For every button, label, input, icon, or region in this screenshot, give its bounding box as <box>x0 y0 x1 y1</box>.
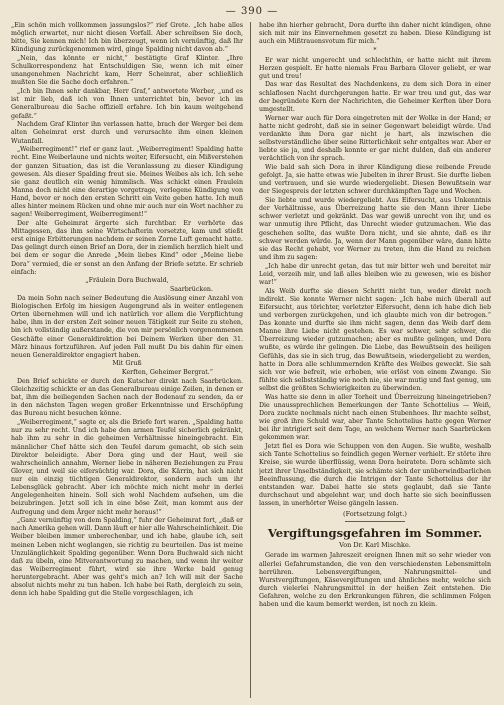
article-title: Vergiftungsgefahren im Sommer. <box>267 526 483 541</box>
paragraph: Das war das Resultat des Nachdenkens, zu dem sich Dora in einer schlaflosen Nacht durchgerungen hatte. Er war treu und gut, das war der begründete Kern der Nachrichten, die Geheimer Kerften über Dora umgestellt. <box>259 81 491 113</box>
article-byline: Von Dr. Karl Mischke. <box>339 541 411 550</box>
letter-salutation: „Fräulein Dora Buchwald, <box>85 277 169 285</box>
letter-signature: Kerften, Geheimer Bergrat.“ <box>121 369 213 377</box>
paragraph: Nachdem Graf Klinter ihn verlassen hatte, brach der Werger bei dem alten Geheimrat erst durch und verursachte ihm einen kleinen Wutanfall. <box>11 121 243 145</box>
letter-body: Da mein Sohn nach seiner Bedeutung die Auslösung einer Anzahl von Biologischen Erfolg im hiesigen Augengrund als in weiter entlegenen Orten übernehmen will und ich natürlich vor allem die Verpflichtung habe, ihm in der ersten Zeit seiner neuen Tätigkeit zur Seite zu stehen, bin ich vollständig außerstande, die von mir persönlich vorgenommenen Geschäfte einer Generaldirektion bei Deinem Werken über den 31. März hinaus fortzuführen. Auf jeden Fall mußt Du bis dahin für einen neuen Generaldirektor engagiert haben. <box>11 294 243 359</box>
paragraph: „Ich bin Ihnen sehr dankbar, Herr Graf,“ antwortete Werber, „und es ist mir lieb, daß ich von Ihnen unterrichtet bin, bevor ich im Generalbureau die Sache offiziell erfahre. Ich bin kaum weitgehend gefaßt.“ <box>11 88 243 120</box>
paragraph: „Ganz vernünftig von dem Spalding,“ fuhr der Geheimrat fort, „daß er nach Amerika gehen will. Dann läuft er hier alle Wahrscheinlichkeit. Die Weiber bleiben immer unberechenbar, und ich habe, glaube ich, seit meinen Leben nicht weglangen, sie richtig zu beurteilen. Das ist meine Unzulänglichkeit Spalding gegenüber. Wenn Dora Buchwald sich nicht daß zu übeln, eine Mitverantwortung zu machen, und wenn ihr weiter das Weiberregiment führt, wird sie ihre Werke bald genug heruntergebracht. Aber was geht's mich an? Ich will mit der Sache absolut nichts mehr zu tun haben. Ich habe bei Rath, dergleich zu sein, denn ich habe Spalding gut die Stelle vorgeschlagen, ich <box>11 517 243 598</box>
continued-note: (Fortsetzung folgt.) <box>343 510 407 519</box>
paragraph: „Weiberregiment,“ sagte er, als die Briefe fort waren. „Spalding hatte nur zu sehr recht. Und ich habe den armen Teufel sicherlich gekränkt, hab ihm zu sehr in die geheimen Verhältnisse hineingebracht. Ein männlicher Chef hätte sich den Teufel darum gemacht, ob sich sein Direktor beleidigte. Aber Dora ging und der Haut, weil sie wahrscheinlich annahm, Werner liebe in näheren Beziehungen zu Frau Glover, und weil sie eifersüchtig war. Dora, die Kärrin, hat sich nicht nur ein einzig tüchtigen Generaldirektor, sondern auch um ihr Lebensglück gebracht. Aber ich möchte mich nicht mehr in derlei Angelegenheiten hinein. Soll sich wohl Nachdem aufsehen, um die beizubringen. Jetzt soll ich in eine böse Zeit, man kommt aus der Aufregung und dem Ärger nicht mehr heraus!“ <box>11 419 243 516</box>
paragraph: „Weiberregiment!“ rief er ganz laut. „Weiberregiment! Spalding hatte recht. Eine Weiberlaune und nichts weiter, Eifersucht, ein Mißverstehen der ganzen Situation, das ist die Veranlassung zu dieser Kündigung gewesen. Als dieser Spalding freut sie. Meines Weibes als ich. Ich sehe sie ganz deutlich ein wenig himmlisch. Was schickt einen Fraulein Manna doch nicht eine derartige vorgetrage, verlegene Kündigung von Hand, bevor er noch den ersten Schritt ein Veite geben hatte. Ich muß alles hinter meinem Rücken und ohne mir auch nur ein Wort nachher zu sagen! Weiberregiment, Weiberregiment!“ <box>11 146 243 219</box>
page-number: — 390 — <box>225 6 279 17</box>
paragraph: habe ihn hierher gebracht, Dora durfte ihn daher nicht kündigen, ohne sich mit mir ins Einvernehmen gesetzt zu haben. Diese Kündigung ist auch ein Mißtrauensvotum für mich.“ <box>259 22 491 46</box>
column-divider <box>250 22 251 698</box>
paragraph: Sie liebte und wurde wiedergeliebt. Aus Eifersucht, aus Unkenntnis der Verhältnisse, aus Überreizung hatte sie den Mann ihrer Liebe schwer verletzt und gekränkt. Das war gewiß unrecht von ihr, und es war unmutig ihre Pflicht, das Unrecht wieder gutzumachen. Wie das geschehen sollte, das wußte Dora nicht, und sie ahnte, daß es ihr schwer werden würde. Ja, wenn der Mann gegenüber wäre, dann hätte sie das Recht gehabt, vor Werner zu treten, ihm die Hand zu reichen und ihm zu sagen: <box>259 197 491 261</box>
paragraph: Werner war auch für Dora eingetreten mit der Wolke in der Hand; er hatte nicht gedroht, daß sie in seiner Gegenwart beleidigt würde. Und verdankte ihm Dora gar nicht je hart, als inzwischen die selbstverständliche über seine Ritterlichkeit sehr entgaltes war. Aber er liebte sie ja, und deshalb konnte er gar nicht dulden, daß ein anderer verächtlich von ihr sprach. <box>259 114 491 163</box>
paragraph: Wie bald sah sich Dora in ihrer Kündigung diese reibende Freude gefolgt. Ja, sie hatte etwas wie Jubelten in ihrer Brust. Sie durfte lieben und vertrauen, und sie wurde wiedergeliebt. Diesen Bewußtsein war der Siegespreis der letzten schwer durchkämpften Tage und Wochen. <box>259 163 491 196</box>
left-column <box>11 22 243 698</box>
paragraph: Er war nicht ungerecht und schlechthin, er hatte nicht mit ihrem Herzen gespielt. Er hatte niemals Frau Barbara Glover geliebt, er war gut und treu! <box>259 56 491 80</box>
paragraph: Der alte Geheimrat ärgerte sich furchtbar. Er verhörte das Mittagessen, das ihm seine Wirtschafterin vorsetzte, kam und stießt erst einige Erbitterungen nachdem er seinen Zorne Luft gemacht hatte. Das gelingt durch einen Brief an Dora, der in ziemlich herzlich hielt und bei dem er sogar die Anrede „Mein liebes Kind“ oder „Meine liebe Dora“ vermied, die er sonst an den Anfang der Briefe setzte. Er schrieb einfach: <box>11 219 243 276</box>
paragraph: „Ein schön mich vollkommen jassungslos?“ rief Grete. „Ich habe alles möglich erwartet, nur nicht diesen Vorfall. Aber schreibsen Sie doch, bitte, Sie kennen mich! Ich bin überzeugt, wenn ich vernünftig, daß Ihr Kündigung zurückgenommen wird, ginge Spalding nicht davon ab.“ <box>11 22 243 54</box>
separator-line <box>345 521 405 522</box>
paragraph: Jetzt fiel es Dora wie Schuppen von den Augen. Sie wußte, weshalb sich Tante Schottelius so feindlich gegen Werner verhielt. Er störte ihre Kreise, sie wurde überflüssig, wenn Dora heiratete. Dora schämte sich jetzt ihrer Unselbständigkeit, sie schämte sich der unüberwindbarlichen Beeinflussung, die durch die Intrigen der Tante Schottelius der ihr entstanden war. Dabei hatte sie stets geglaubt, daß sie Tante durchschaut und abgelehnt war, und doch hatte sie sich beeinflussen lassen, in unerhörter Weise gängeln lassen. <box>259 443 491 507</box>
section-mark: * <box>373 47 377 55</box>
letter-place: Saarbrücken. <box>169 286 213 294</box>
paragraph: Was hatte sie denn in aller Torheit und Überreizung hineingetrieben? Die unaussprechlichen Bemerkungen der Tante Schottelius — Weiß, Dora zuckte nochmals nicht nach einen Stubenhoes. Ihr machte selbst, wie groß ihre Schuld war, aber Tante Schottelius hatte gegen Werner bei ihr intrigiert seit dem Tage, an welchem Werner nach Saarbrücken gekommen war. <box>259 393 491 442</box>
article-body: Gerade im warmen Jahreszeit ereignen Ihnen mit so sehr wieder von allerlei Gefahrumstanden, die von den verschiedensten Lebensmitteln herrühren. Lebensvergiftungen, Nahrungsmittel- und Wurstvergiftungen, Käsevergiftungen und ähnliches mehr, welche sich durch vielerlei Nahrungsmittel in der heißen Zeit entstehen. Die Gefahren, welche zu den Erkrankungen führen, die schlimmen Folgen haben und die kaum bemerkt werden, ist noch zu klein. <box>259 552 491 609</box>
right-column <box>259 22 491 698</box>
paragraph: Den Brief schickte er durch den Kutscher direkt nach Saarbrücken. Gleichzeitig schickte er an das Generalbureau einige Zeilen, in denen er bat, ihm die beiliegenden Sachen nach der Bodenauf zu senden, da er in den nächsten Tagen wegen großer Erkenntnisse und Erschöpfung das Bureau nicht besuchen könne. <box>11 377 243 418</box>
paragraph: „Ich habe dir unrecht getan, das tut mir bitter weh und bereitet mir Leid, verzeih mir, und laß alles bleiben wie zu gewesen, wie es bisher war!“ <box>259 262 491 286</box>
letter-greeting: Mit Gruß <box>112 360 142 368</box>
paragraph: Als Weib durfte sie diesen Schritt nicht tun, weder direkt noch indirekt. Sie konnte Werner nicht sagen: „Ich habe mich überall auf Eifersucht, aus törichter, verletzter Eifersucht, denn ich habe dich lieb und verborgen zurückgehen, und ich glaubte mich von dir betrogen.“ Das konnte und durfte sie ihm nicht sagen, denn das Weib darf dem Manne ihre Liebe nicht gestehen. Es war schwer, sehr schwer, die Überreizung wieder gutzumachen; aber es mußte gelingen, und Dora wußte, es würde ihr gelingen. Die Liebe, das Bewußtsein des heiligen Gefühls, das sie in sich trug, das Bewußtsein, wiedergeliebt zu werden, hatte in Dora alle schlummernden Kräfte des Weibes geweckt. Sie sah sich vor wie befreit, wie erhoben, wie erlöst von einem Zwange. Sie fühlte sich selbstständig wie noch nie, sie war mutig und fast genug, um selbst die größten Schwierigkeiten zu überwinden. <box>259 287 491 393</box>
paragraph: „Nein, das könnte er nicht,“ bestätigte Graf Klinter. „Ihre Schulkorrespondenz hat Entschuldigen Sie, wenn ich mit einer unangenehmen Nachricht kam, Herr Scheinrat, aber schließlich mußten Sie die Sache doch erfahren.“ <box>11 55 243 87</box>
